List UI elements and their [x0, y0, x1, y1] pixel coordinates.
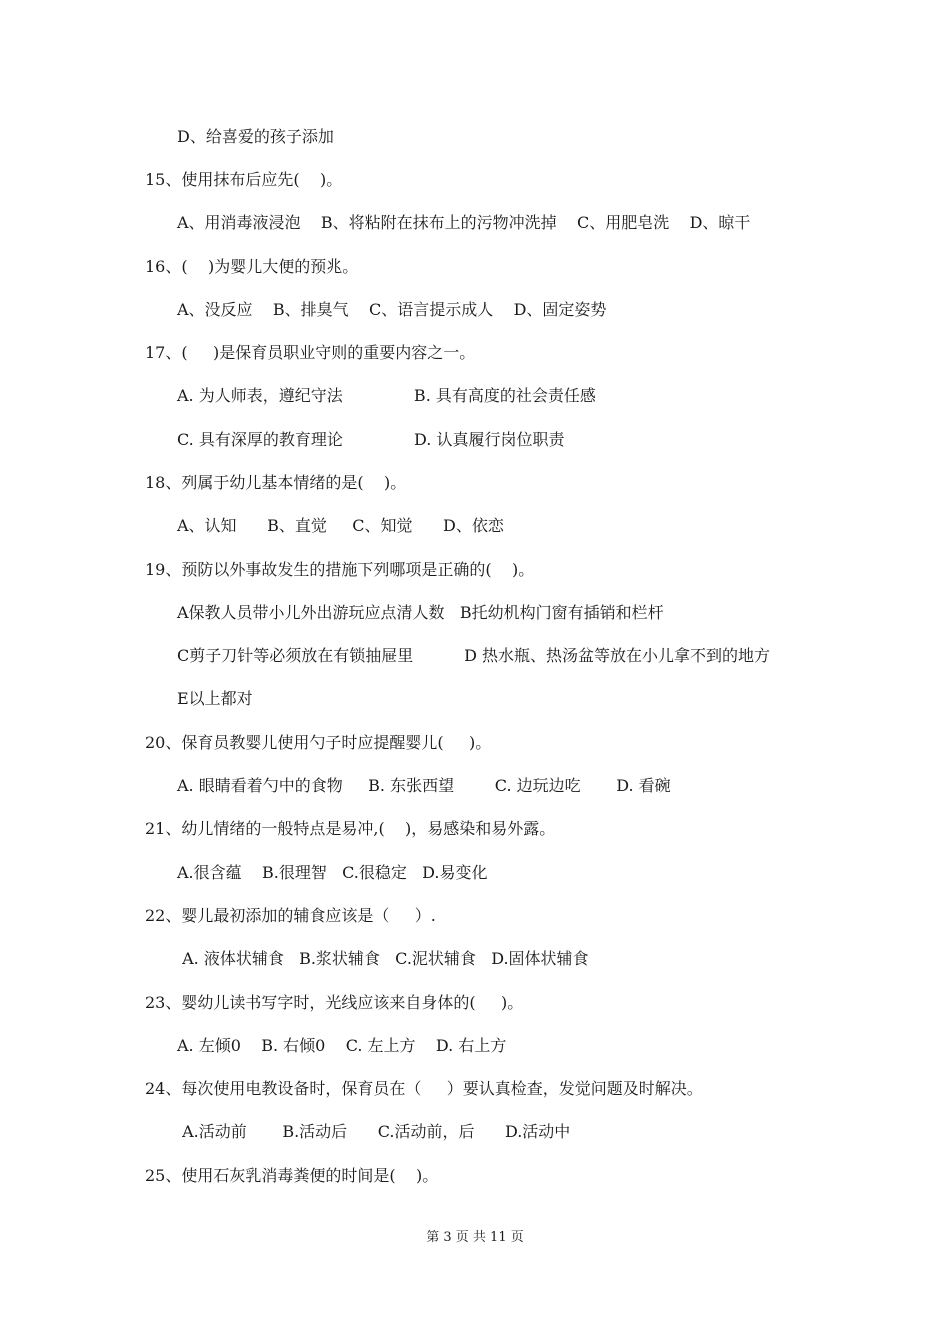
question-line: 22、婴儿最初添加的辅食应该是（ ）.	[145, 906, 436, 925]
option-line: A. 眼睛看着勺中的食物 B. 东张西望 C. 边玩边吃 D. 看碗	[177, 776, 671, 795]
question-line: 25、使用石灰乳消毒粪便的时间是( )。	[145, 1166, 439, 1185]
option-line: A. 为人师表，遵纪守法 B. 具有高度的社会责任感	[177, 386, 596, 405]
question-line: 20、保育员教婴儿使用勺子时应提醒婴儿( )。	[145, 733, 492, 752]
question-line: 18、列属于幼儿基本情绪的是( )。	[145, 473, 407, 492]
question-line: 15、使用抹布后应先( )。	[145, 170, 343, 189]
option-line: A、认知 B、直觉 C、知觉 D、依恋	[177, 516, 504, 535]
option-line: D、给喜爱的孩子添加	[177, 127, 334, 146]
question-line: 17、( )是保育员职业守则的重要内容之一。	[145, 343, 476, 362]
option-line: A. 液体状辅食 B.浆状辅食 C.泥状辅食 D.固体状辅食	[177, 949, 589, 968]
option-line: A. 左倾0 B. 右倾0 C. 左上方 D. 右上方	[177, 1036, 507, 1055]
page-footer: 第 3 页 共 11 页	[426, 1230, 524, 1245]
option-line: A、没反应 B、排臭气 C、语言提示成人 D、固定姿势	[177, 300, 607, 319]
option-line: C剪子刀针等必须放在有锁抽屉里 D 热水瓶、热汤盆等放在小儿拿不到的地方	[177, 646, 771, 665]
question-line: 16、( )为婴儿大便的预兆。	[145, 257, 359, 276]
option-line: E以上都对	[177, 689, 253, 708]
option-line: A、用消毒液浸泡 B、将粘附在抹布上的污物冲洗掉 C、用肥皂洗 D、晾干	[177, 213, 751, 232]
option-line: A.很含蕴 B.很理智 C.很稳定 D.易变化	[177, 863, 488, 882]
question-line: 24、每次使用电教设备时，保育员在（ ）要认真检查，发觉问题及时解决。	[145, 1079, 703, 1098]
question-line: 21、幼儿情绪的一般特点是易冲,( )，易感染和易外露。	[145, 819, 556, 838]
option-line: C. 具有深厚的教育理论 D. 认真履行岗位职责	[177, 430, 565, 449]
option-line: A.活动前 B.活动后 C.活动前，后 D.活动中	[177, 1122, 571, 1141]
question-line: 19、预防以外事故发生的措施下列哪项是正确的( )。	[145, 560, 535, 579]
option-line: A保教人员带小儿外出游玩应点清人数 B托幼机构门窗有插销和栏杆	[177, 603, 664, 622]
question-line: 23、婴幼儿读书写字时，光线应该来自身体的( )。	[145, 993, 524, 1012]
